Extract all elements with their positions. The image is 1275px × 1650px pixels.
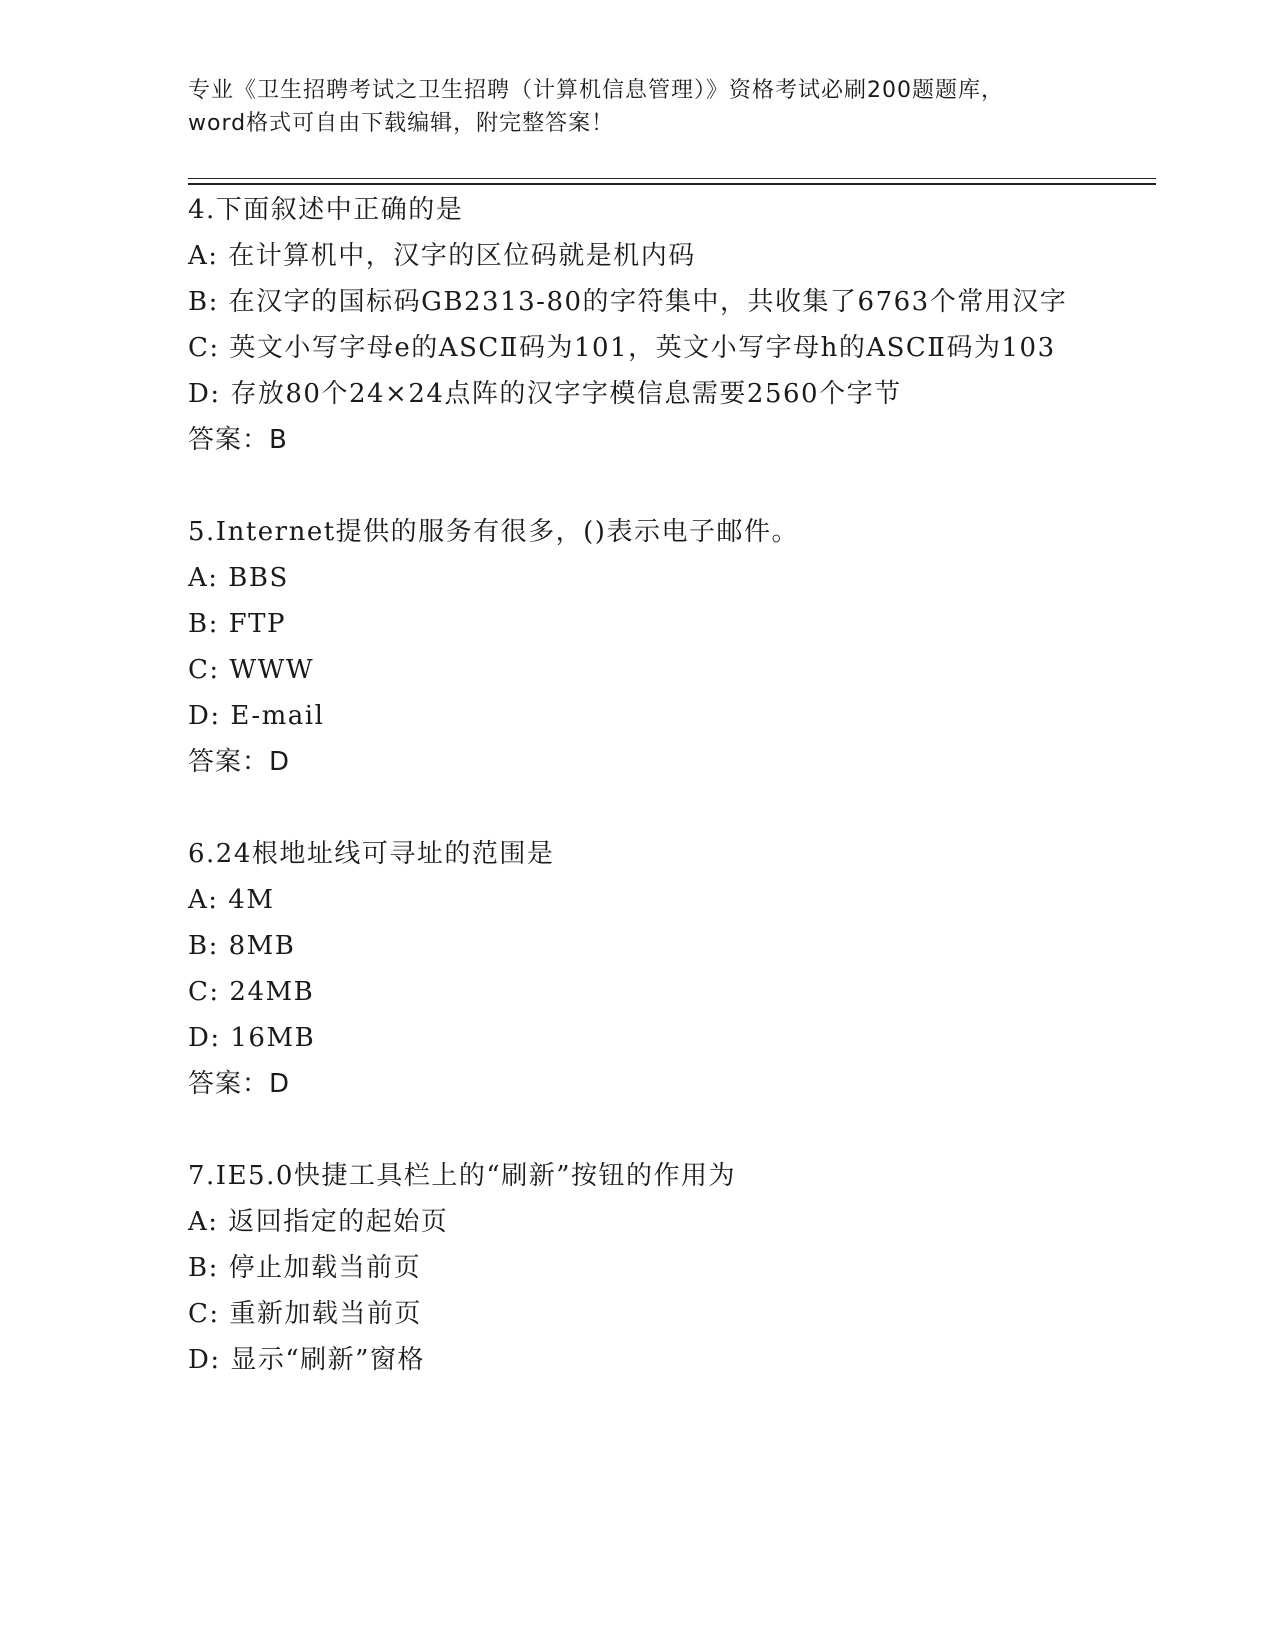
- option-b: B: FTP: [188, 609, 287, 639]
- option-c: C: 英文小写字母e的ASCⅡ码为101，英文小写字母h的ASCⅡ码为103: [188, 333, 1056, 363]
- option-c: C: 重新加载当前页: [188, 1299, 422, 1329]
- answer-label: 答案：D: [188, 1069, 291, 1099]
- option-d: D: 显示“刷新”窗格: [188, 1345, 425, 1375]
- question-5: [188, 509, 1068, 785]
- question-list: [188, 187, 1068, 1429]
- option-a: A: 在计算机中，汉字的区位码就是机内码: [188, 241, 696, 271]
- document-header: [188, 74, 1088, 140]
- option-a: A: 返回指定的起始页: [188, 1207, 449, 1237]
- question-7: [188, 1153, 1068, 1383]
- option-d: D: 存放80个24×24点阵的汉字字模信息需要2560个字节: [188, 379, 902, 409]
- header-divider: [188, 178, 1156, 185]
- option-d: D: 16MB: [188, 1023, 316, 1053]
- option-c: C: WWW: [188, 655, 315, 685]
- question-stem: 4.下面叙述中正确的是: [188, 195, 464, 225]
- question-stem: 7.IE5.0快捷工具栏上的“刷新”按钮的作用为: [188, 1161, 736, 1191]
- answer-label: 答案：B: [188, 425, 288, 455]
- option-a: A: 4M: [188, 885, 275, 915]
- question-4: [188, 187, 1068, 463]
- header-title-line-1: 专业《卫生招聘考试之卫生招聘（计算机信息管理）》资格考试必刷200题题库，: [188, 78, 1004, 103]
- option-b: B: 停止加载当前页: [188, 1253, 422, 1283]
- question-6: [188, 831, 1068, 1107]
- option-b: B: 在汉字的国标码GB2313-80的字符集中，共收集了6763个常用汉字: [188, 287, 1068, 317]
- option-b: B: 8MB: [188, 931, 296, 961]
- question-stem: 6.24根地址线可寻址的范围是: [188, 839, 555, 869]
- option-c: C: 24MB: [188, 977, 315, 1007]
- answer-label: 答案：D: [188, 747, 291, 777]
- option-d: D: E-mail: [188, 701, 325, 731]
- option-a: A: BBS: [188, 563, 289, 593]
- header-title-line-2: word格式可自由下载编辑，附完整答案！: [188, 111, 615, 136]
- question-stem: 5.Internet提供的服务有很多，()表示电子邮件。: [188, 517, 799, 547]
